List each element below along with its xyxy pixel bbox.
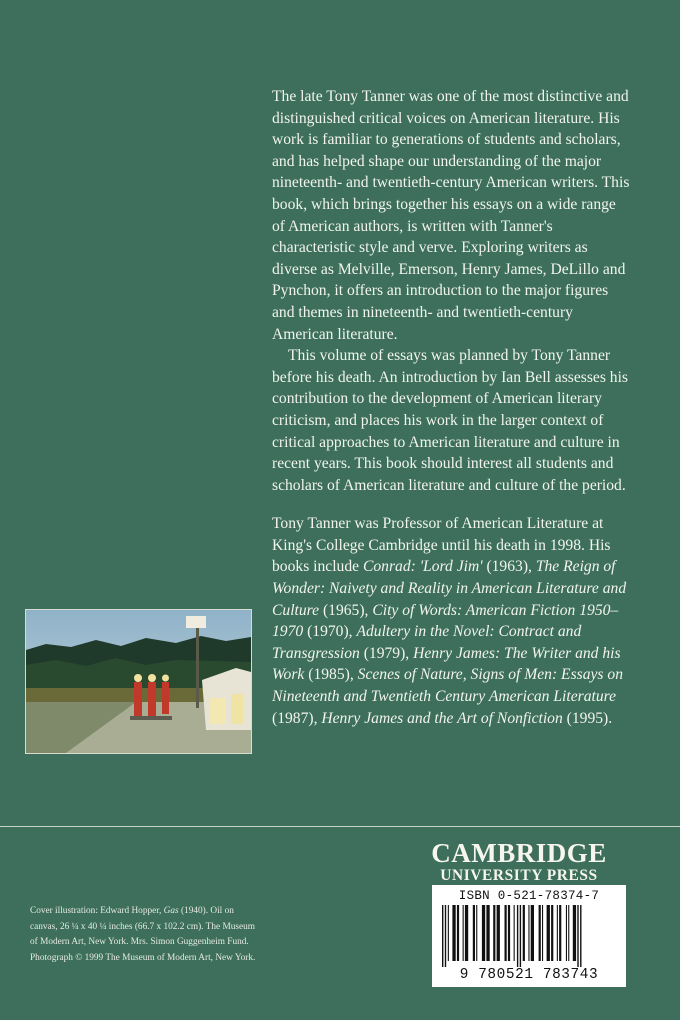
painting-title: Gas [163, 906, 179, 916]
barcode-block [432, 885, 626, 987]
barcode-bar [551, 905, 553, 961]
isbn-label: ISBN 0-521-78374-7 [458, 889, 600, 903]
bio-intro: Tony Tanner was Professor of American Literature at King's College Cambridge until his death in 1998. His books include [272, 515, 611, 576]
barcode-bar [442, 905, 443, 967]
barcode-bar [557, 905, 558, 961]
barcode-bar [493, 905, 495, 961]
barcode-bar [580, 905, 581, 967]
barcode-bar [514, 905, 515, 961]
painting-illustration [26, 610, 251, 753]
bio-work-year: (1970), [303, 623, 357, 641]
cover-painting-gas [25, 609, 252, 754]
bio-work-title: Adultery in the Novel: Contract and Transgression [272, 623, 582, 662]
publisher-subtitle: UNIVERSITY PRESS [440, 867, 598, 884]
author-bio [272, 513, 632, 729]
barcode-bar [482, 905, 485, 961]
bio-work-title: City of Words: American Fiction 1950–1970 [272, 601, 619, 641]
barcode-bar [452, 905, 455, 961]
bio-works [272, 558, 626, 726]
barcode-bar [508, 905, 510, 961]
description-paragraph-2: This volume of essays was planned by Tony Tanner before his death. An introduction by Ian Bell assesses his contribution to the development of American literary criticism, and places his work in the larger context of critical approaches to American literature and culture in recent years. This book should interest all students and scholars of American literature and culture of the period. [272, 347, 628, 494]
barcode-bar [566, 905, 567, 961]
barcode-bar [486, 905, 489, 961]
bio-work-title: Henry James: The Writer and his Work [272, 644, 621, 684]
barcode-bars [440, 905, 618, 967]
bio-work-title: Scenes of Nature, Signs of Men: Essays on Nineteenth and Twentieth Century American Literature [272, 666, 623, 706]
barcode-bar [539, 905, 541, 961]
barcode-bar [559, 905, 561, 961]
cover-credit: Cover illustration: Edward Hopper, Gas (1940). Oil on canvas, 26 ¼ x 40 ¼ inches (66.7 x 102.2 cm). The Museum of Modern Art, New York. Mrs. Simon Guggenheim Fund. Photograph © 1999 The Museum of Modern Art, New York. [30, 906, 256, 963]
bio-work-title: The Reign of Wonder: Naivety and Reality in American Literature and Culture [272, 558, 627, 619]
barcode-bar [473, 905, 475, 961]
barcode-bar [505, 905, 507, 961]
bio-work-year: (1995). [562, 709, 613, 727]
section-divider [0, 826, 680, 827]
description-paragraph-1: The late Tony Tanner was one of the most distinctive and distinguished critical voices on American literature. His work is familiar to generations of students and scholars, and has helped shape our understanding of the major nineteenth- and twentieth-century American writers. This book, which brings together his essays on a wide range of American authors, is written with Tanner's characteristic style and verve. Exploring writers as diverse as Melville, Emerson, Henry James, DeLillo and Pynchon, it offers an introduction to the major figures and themes in nineteenth- and twentieth-century American literature. [272, 88, 630, 343]
bio-work-year: (1987), [272, 709, 322, 727]
barcode-bar [517, 905, 518, 967]
barcode-bar [573, 905, 576, 961]
barcode-bar [476, 905, 477, 961]
bio-work-year: (1965), [319, 601, 373, 619]
barcode-bar [523, 905, 525, 961]
barcode-bar [448, 905, 449, 961]
barcode-bar [528, 905, 529, 961]
bio-work-title: Conrad: 'Lord Jim' [362, 558, 483, 576]
barcode-bar [465, 905, 468, 961]
barcode-bar [520, 905, 521, 967]
barcode-bar [542, 905, 543, 961]
bio-work-year: (1963), [482, 558, 536, 576]
barcode-bar [568, 905, 569, 961]
back-cover-blurb [272, 86, 632, 729]
barcode-bar [547, 905, 550, 961]
publisher-logo [430, 840, 608, 884]
publisher-name: CAMBRIDGE [431, 838, 607, 868]
barcode-bar [577, 905, 578, 967]
barcode-bar [531, 905, 534, 961]
bio-work-year: (1985), [304, 666, 358, 684]
barcode-bar [497, 905, 500, 961]
barcode-bar [457, 905, 459, 961]
barcode-bar [445, 905, 446, 967]
barcode-digits: 9 780521 783743 [459, 967, 599, 983]
barcode-bar [463, 905, 464, 961]
bio-work-title: Henry James and the Art of Nonfiction [321, 709, 563, 727]
bio-work-year: (1979), [359, 644, 414, 662]
